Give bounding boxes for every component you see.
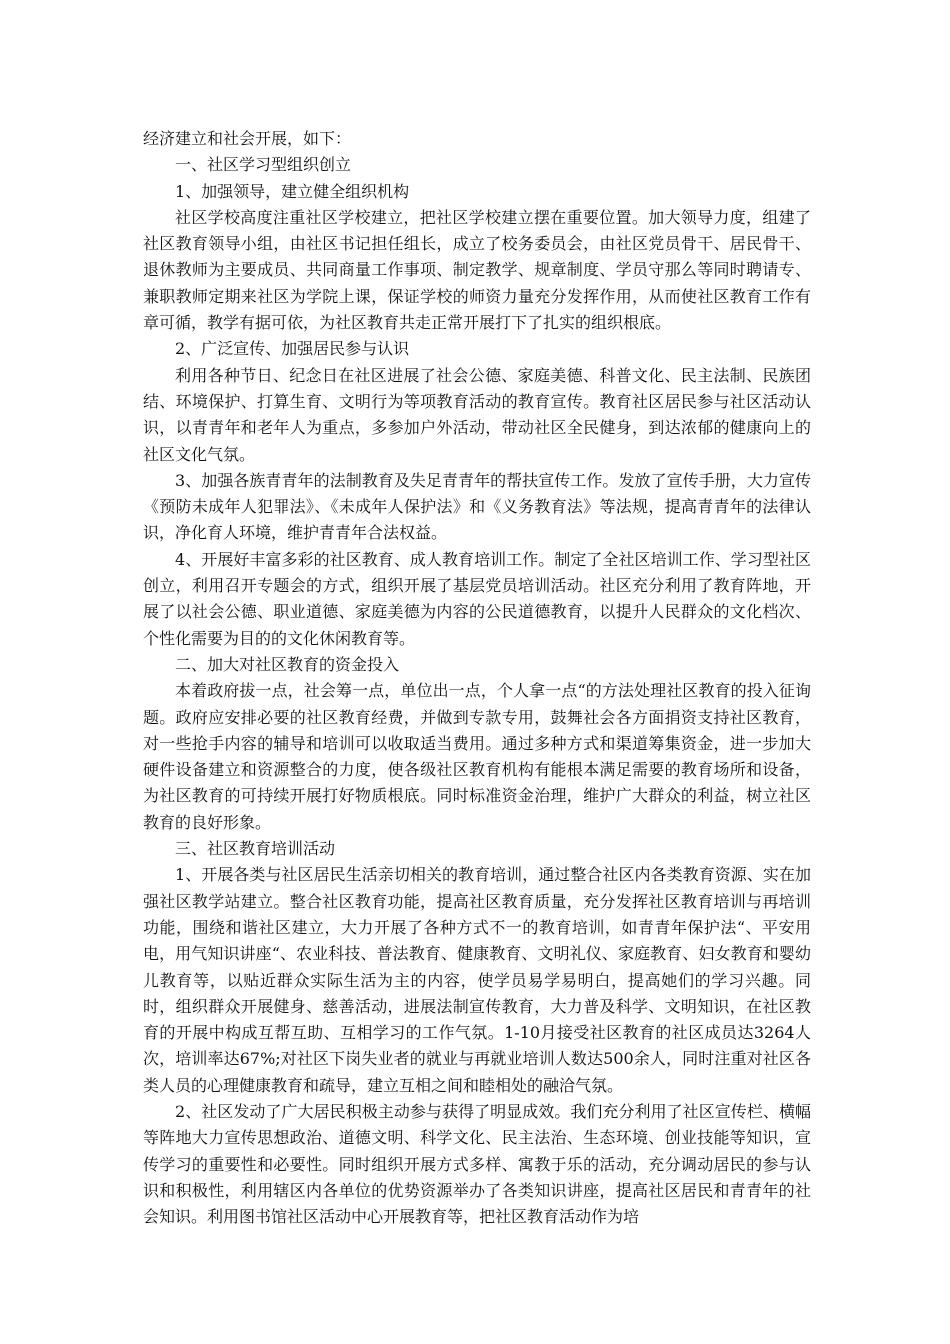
subheading-1-1: 1、加强领导，建立健全组织机构	[175, 181, 410, 201]
paragraph-1-1: 社区学校高度注重社区学校建立，把社区学校建立摆在重要位置。加大领导力度，组建了社区教育领导小组，由社区书记担任组长，成立了校务委员会，由社区党员骨干、居民骨干、退休教师为主要成员、共同商量工作事项、制定教学、规章制度、学员守那么等同时聘请专、兼职教师定期来社区为学院上课，保证学校的师资力量充分发挥作用，从而使社区教育工作有章可循，教学有据可依，为社区教育共走正常开展打下了扎实的组织根底。	[143, 207, 811, 333]
paragraph-3-1: 1、开展各类与社区居民生活亲切相关的教育培训，通过整合社区内各类教育资源、实在加强社区教学站建立。整合社区教育功能，提高社区教育质量，充分发挥社区教育培训与再培训功能，围绕和谐社区建立，大力开展了各种方式不一的教育培训，如青青年保护法“、平安用电，用气知识讲座“、农业科技、普法教育、健康教育、文明礼仪、家庭教育、妇女教育和婴幼儿教育等，以贴近群众实际生活为主的内容，使学员易学易明白，提高她们的学习兴趣。同时，组织群众开展健身、慈善活动，进展法制宣传教育，大力普及科学、文明知识，在社区教育的开展中构成互帮互助、互相学习的工作气氛。1-10月接受社区教育的社区成员达3264人次，培训率达67%;对社区下岗失业者的就业与再就业培训人数达500余人，同时注重对社区各类人员的心理健康教育和疏导，建立互相之间和睦相处的融洽气氛。	[143, 865, 811, 1095]
paragraph-1-2: 利用各种节日、纪念日在社区进展了社会公德、家庭美德、科普文化、民主法制、民族团结、环境保护、打算生育、文明行为等项教育活动的教育宣传。教育社区居民参与社区活动认识，以青青年和老年人为重点，多参加户外活动，带动社区全民健身，到达浓郁的健康向上的社区文化气氛。	[143, 365, 811, 464]
document-page	[143, 126, 811, 1230]
section-heading-1: 一、社区学习型组织创立	[175, 155, 352, 175]
paragraph-3-2: 2、社区发动了广大居民积极主动参与获得了明显成效。我们充分利用了社区宣传栏、横幅等阵地大力宣传思想政治、道德文明、科学文化、民主法治、生态环境、创业技能等知识，宣传学习的重要性和必要性。同时组织开展方式多样、寓教于乐的活动，充分调动居民的参与认识和积极性，利用辖区内各单位的优势资源举办了各类知识讲座，提高社区居民和青青年的社会知识。利用图书馆社区活动中心开展教育等，把社区教育活动作为培	[143, 1101, 811, 1227]
section-heading-2: 二、加大对社区教育的资金投入	[175, 654, 400, 674]
paragraph-1-4: 4、开展好丰富多彩的社区教育、成人教育培训工作。制定了全社区培训工作、学习型社区创立，利用召开专题会的方式，组织开展了基层党员培训活动。社区充分利用了教育阵地，开展了以社会公德、职业道德、家庭美德为内容的公民道德教育，以提升人民群众的文化档次、个性化需要为目的的文化休闲教育等。	[143, 549, 811, 648]
intro-line: 经济建立和社会开展，如下：	[143, 129, 352, 148]
paragraph-1-3: 3、加强各族青青年的法制教育及失足青青年的帮扶宣传工作。发放了宣传手册，大力宣传《预防未成年人犯罪法》、《未成年人保护法》和《义务教育法》等法规，提高青青年的法律认识，净化育人环境，维护青青年合法权益。	[143, 470, 811, 543]
section-heading-3: 三、社区教育培训活动	[175, 839, 336, 859]
subheading-1-2: 2、广泛宣传、加强居民参与认识	[175, 339, 410, 359]
paragraph-2-1: 本着政府拔一点，社会筹一点，单位出一点，个人拿一点“的方法处理社区教育的投入征询题。政府应安排必要的社区教育经费，并做到专款专用，鼓舞社会各方面捐资支持社区教育，对一些抢手内容的辅导和培训可以收取适当费用。通过多种方式和渠道筹集资金，进一步加大硬件设备建立和资源整合的力度，使各级社区教育机构有能根本满足需要的教育场所和设备，为社区教育的可持续开展打好物质根底。同时标准资金治理，维护广大群众的利益，树立社区教育的良好形象。	[143, 681, 811, 832]
